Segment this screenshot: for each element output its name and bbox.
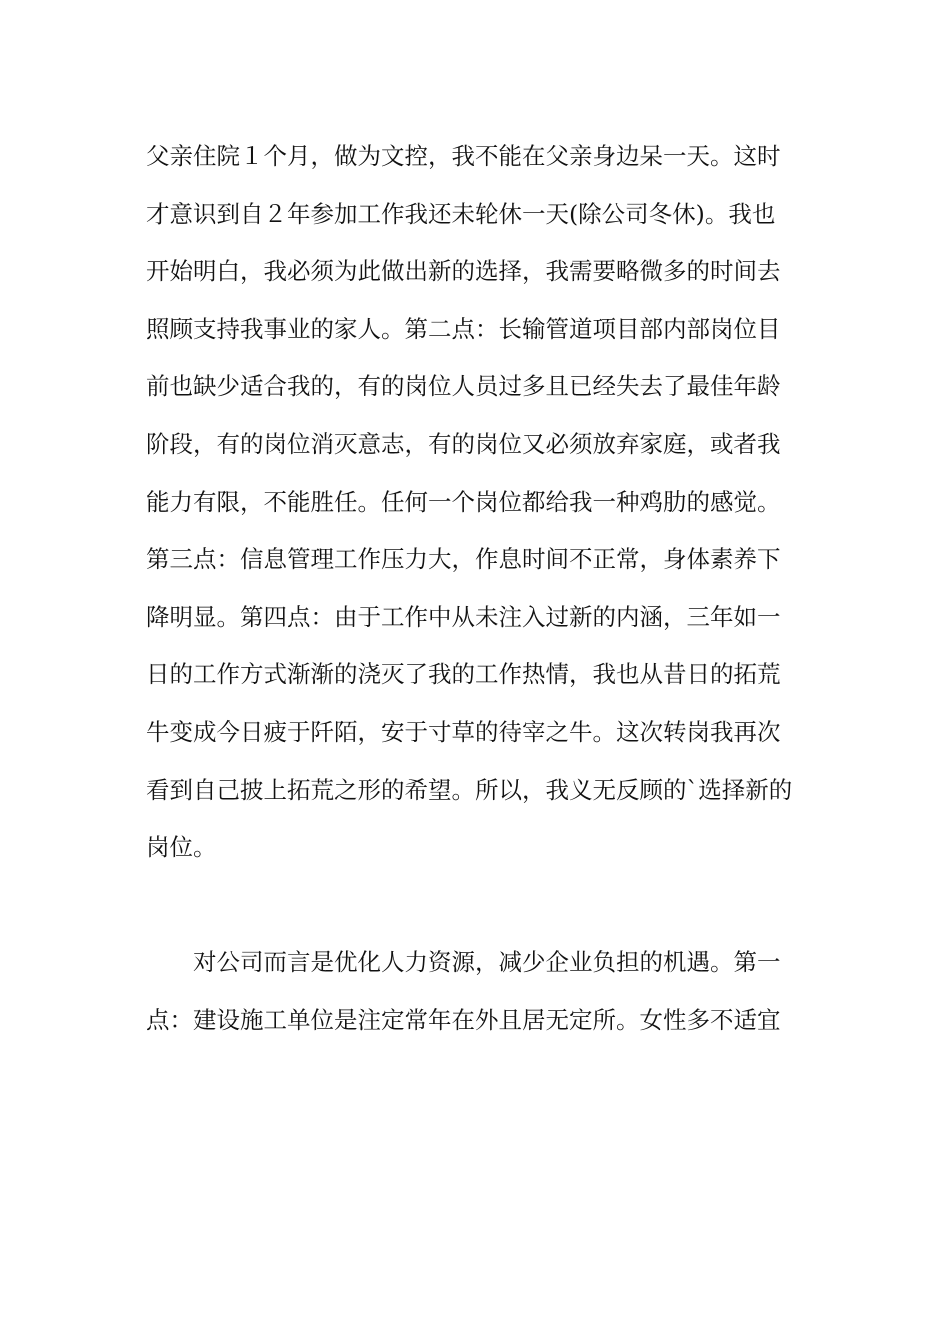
text-line: 第三点：信息管理工作压力大，作息时间不正常，身体素养下 bbox=[146, 545, 781, 574]
text-line: 牛变成今日疲于阡陌，安于寸草的待宰之牛。这次转岗我再次 bbox=[146, 717, 781, 746]
text-line: 岗位。 bbox=[146, 833, 217, 862]
text-line: 父亲住院１个月，做为文控，我不能在父亲身边呆一天。这时 bbox=[146, 142, 781, 170]
text-line: 能力有限，不能胜任。任何一个岗位都给我一种鸡肋的感觉。 bbox=[146, 487, 781, 516]
text-line: 前也缺少适合我的，有的岗位人员过多且已经失去了最佳年龄 bbox=[146, 372, 781, 401]
text-line: 开始明白，我必须为此做出新的选择，我需要略微多的时间去 bbox=[146, 257, 781, 286]
text-line: 点：建设施工单位是注定常年在外且居无定所。女性多不适宜 bbox=[146, 1005, 781, 1034]
text-line: 照顾支持我事业的家人。第二点：长输管道项目部内部岗位目 bbox=[146, 314, 781, 343]
blank-line bbox=[146, 877, 806, 935]
text-line: 看到自己披上拓荒之形的希望。所以，我义无反顾的`选择新的 bbox=[146, 775, 793, 804]
body-text bbox=[146, 128, 806, 1050]
text-line: 阶段，有的岗位消灭意志，有的岗位又必须放弃家庭，或者我 bbox=[146, 429, 781, 458]
text-line: 日的工作方式渐渐的浇灭了我的工作热情，我也从昔日的拓荒 bbox=[146, 660, 781, 689]
paragraph-start-line: 对公司而言是优化人力资源，减少企业负担的机遇。第一 bbox=[193, 948, 781, 977]
text-line: 降明显。第四点：由于工作中从未注入过新的内涵，三年如一 bbox=[146, 602, 781, 631]
text-line: 才意识到自２年参加工作我还未轮休一天(除公司冬休)。我也 bbox=[146, 199, 776, 228]
